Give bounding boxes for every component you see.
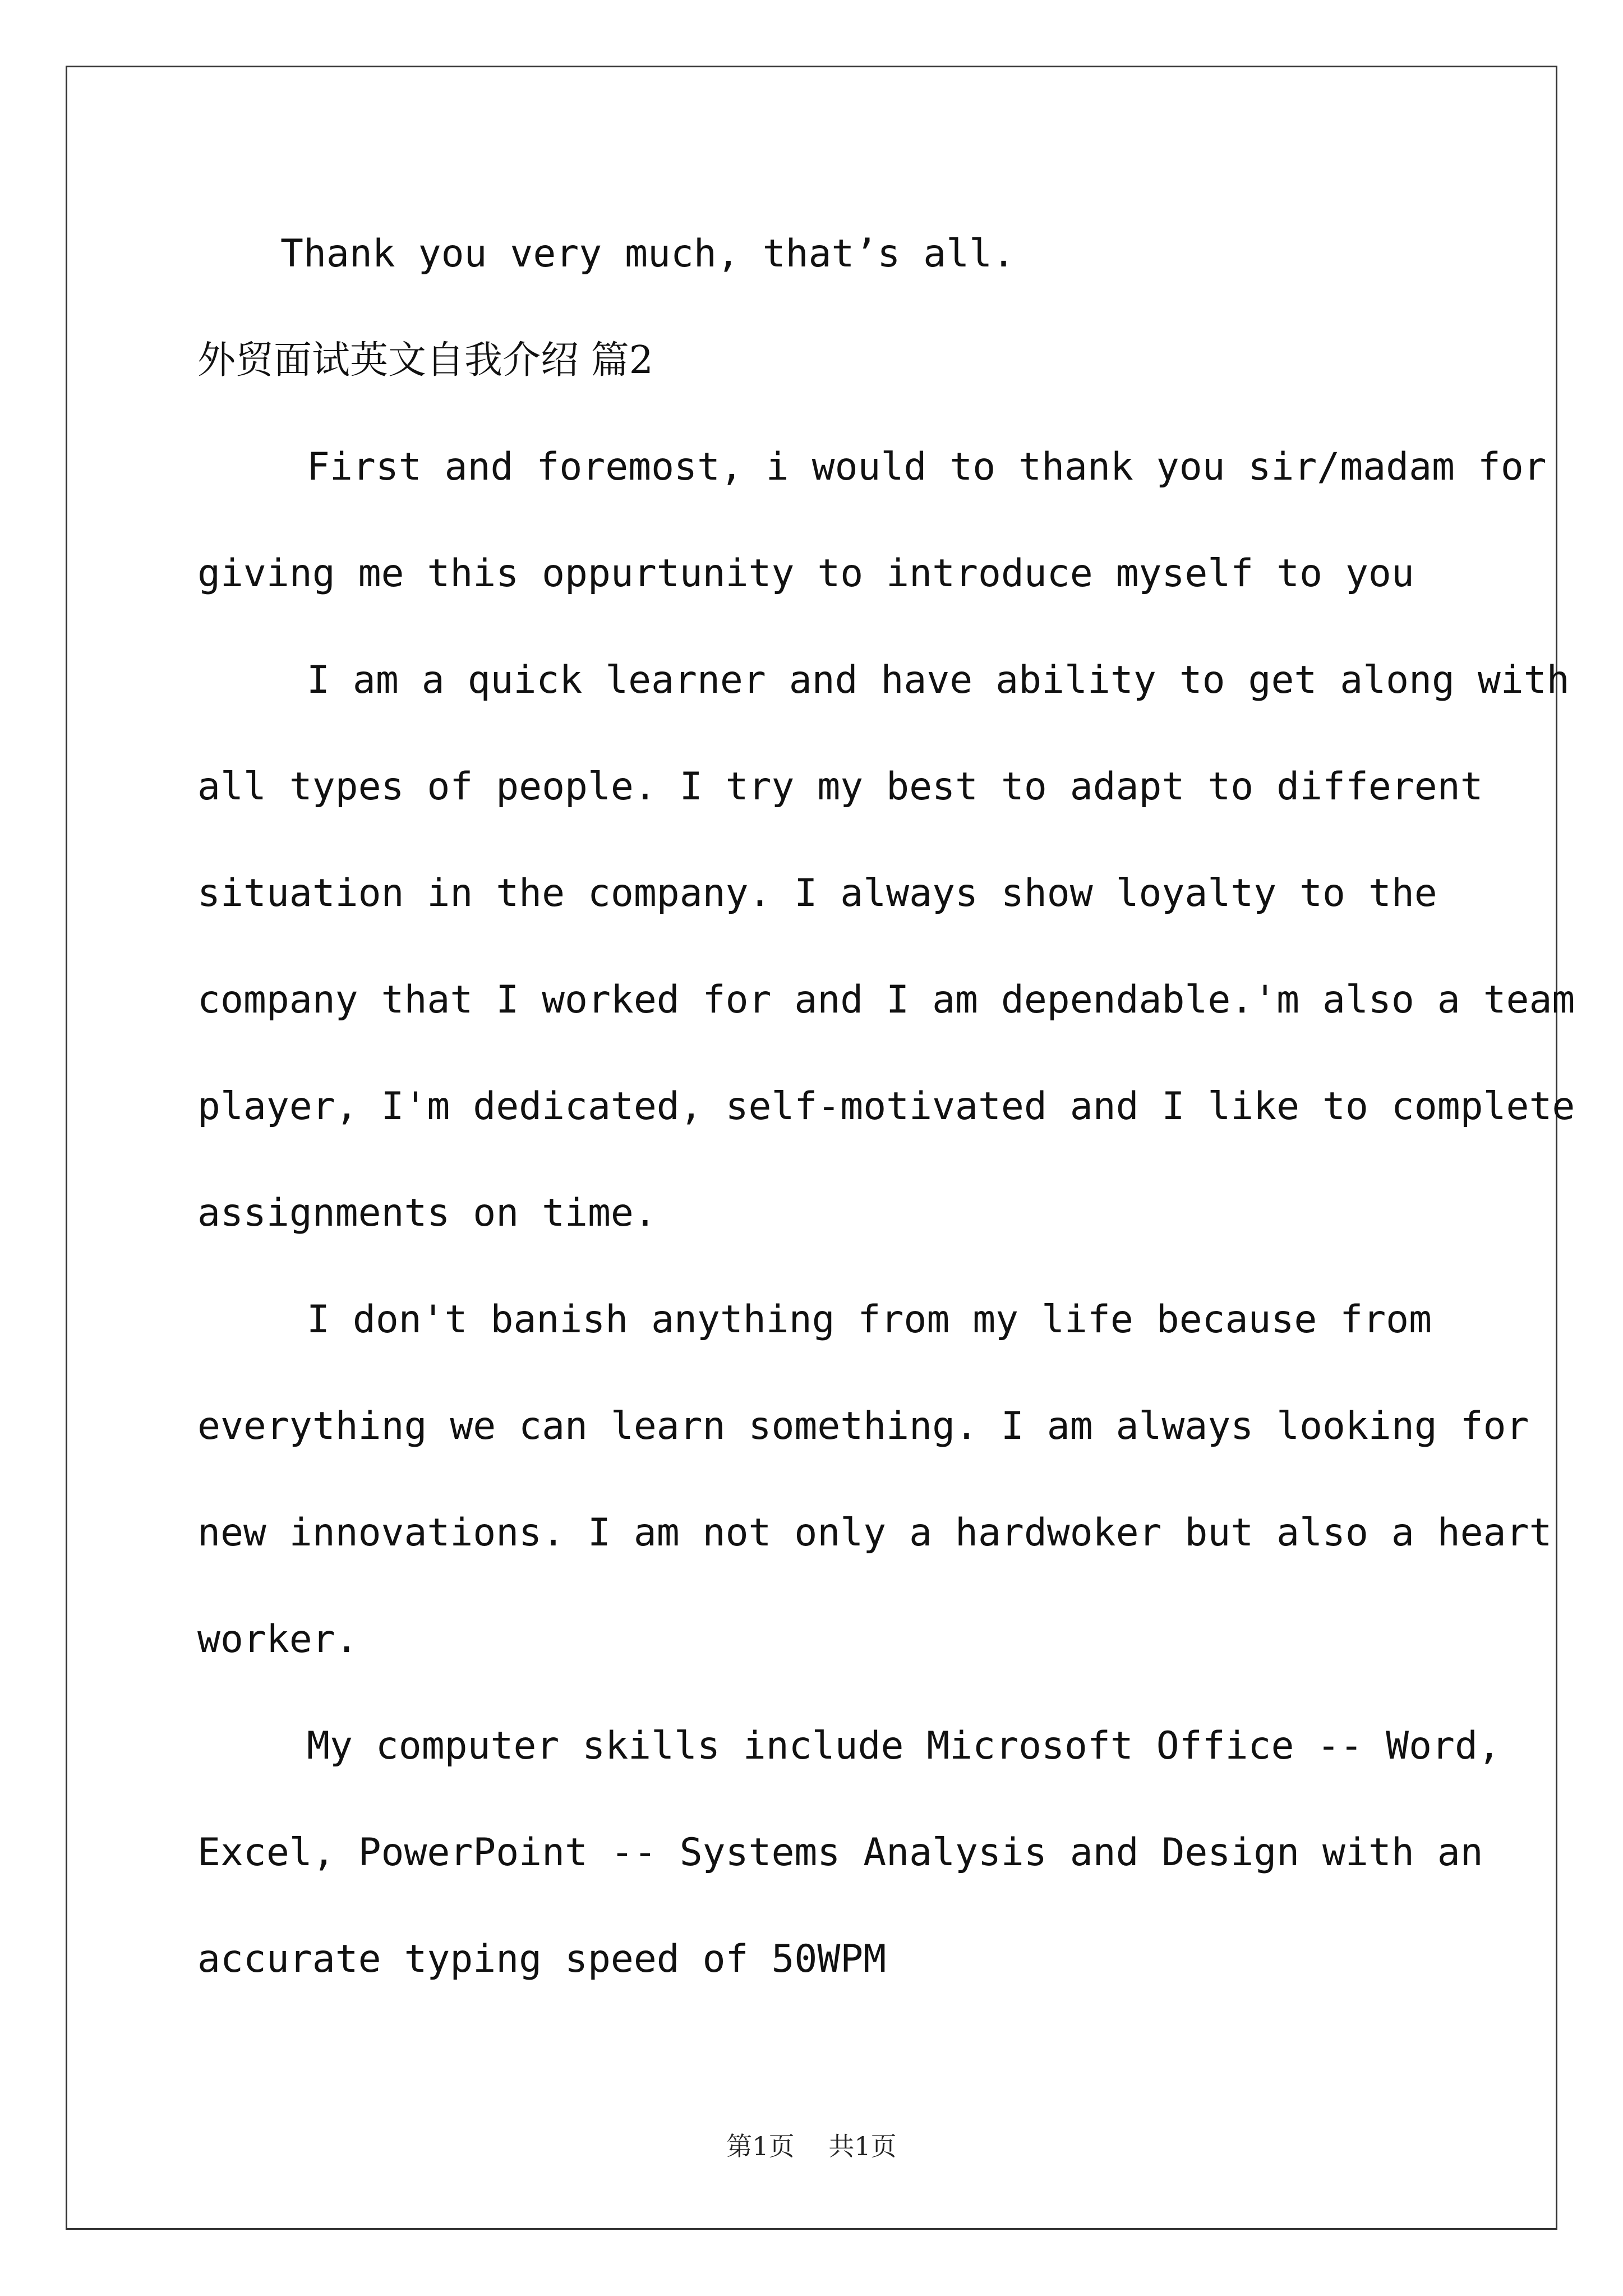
document-body: [197, 222, 1575, 2033]
paragraph-line: all types of people. I try my best to adapt to different: [197, 765, 1483, 809]
section-heading: 外贸面试英文自我介绍 篇2: [197, 338, 653, 383]
paragraph-line: worker.: [197, 1617, 358, 1662]
paragraph-line: assignments on time.: [197, 1191, 657, 1235]
paragraph-line: I am a quick learner and have ability to get along with: [307, 658, 1570, 702]
page-number: 第1页: [726, 2131, 795, 2161]
paragraph-line: company that I worked for and I am dependable.'m also a team: [197, 978, 1575, 1022]
paragraph-line: accurate typing speed of 50WPM: [197, 1937, 887, 1981]
paragraph-line: new innovations. I am not only a hardwoker but also a heart: [197, 1511, 1552, 1555]
paragraph-line: Thank you very much, that’s all.: [280, 232, 1016, 276]
paragraph-line: First and foremost, i would to thank you sir/madam for: [307, 445, 1547, 489]
paragraph-line: everything we can learn something. I am always looking for: [197, 1404, 1529, 1448]
paragraph-line: situation in the company. I always show loyalty to the: [197, 871, 1437, 915]
paragraph-line: player, I'm dedicated, self-motivated and I like to complete: [197, 1084, 1575, 1129]
page-footer: [0, 2126, 1623, 2163]
paragraph-line: Excel, PowerPoint -- Systems Analysis and Design with an: [197, 1830, 1483, 1875]
paragraph-line: My computer skills include Microsoft Office -- Word,: [307, 1724, 1501, 1768]
paragraph-line: I don't banish anything from my life because from: [307, 1297, 1432, 1342]
page-total: 共1页: [828, 2131, 897, 2161]
paragraph-line: giving me this oppurtunity to introduce myself to you: [197, 551, 1414, 596]
